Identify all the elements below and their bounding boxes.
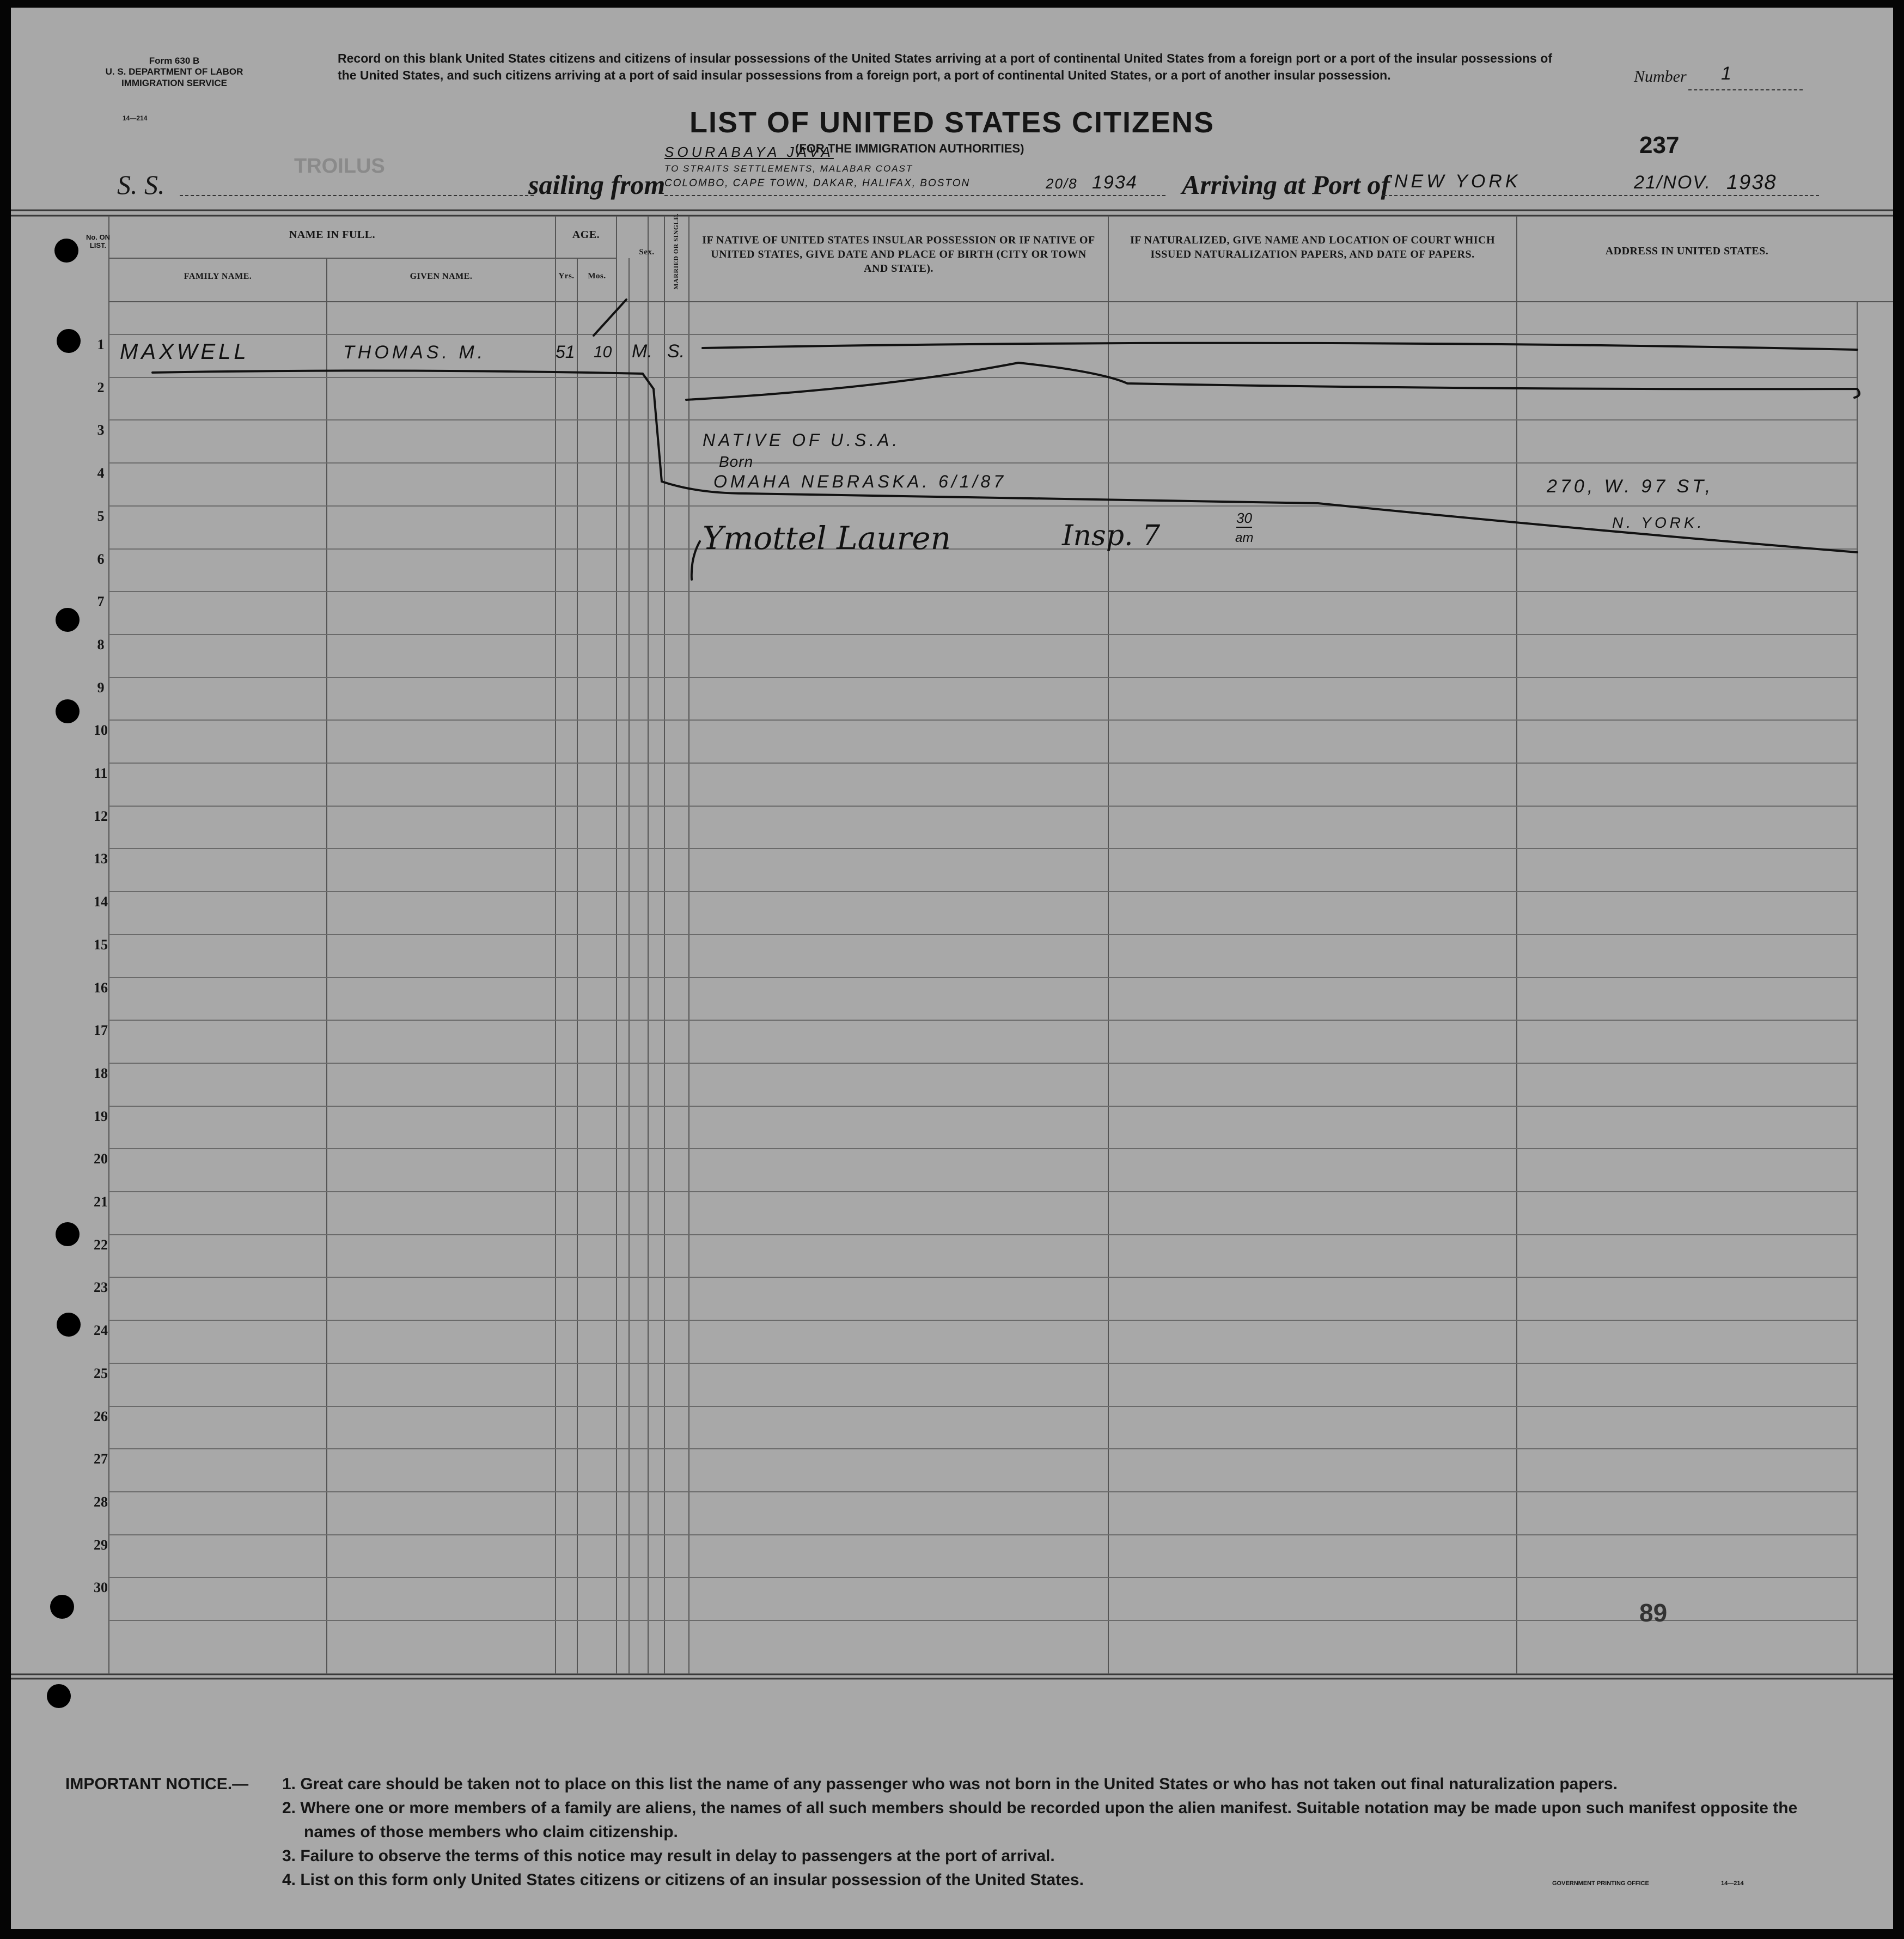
- punch-hole: [47, 1684, 71, 1708]
- col-age: AGE.: [572, 229, 600, 241]
- punch-hole: [56, 608, 80, 632]
- notice-items: [282, 1772, 1807, 1892]
- page-subtitle: (FOR THE IMMIGRATION AUTHORITIES): [795, 142, 1024, 155]
- row-number: 29: [94, 1536, 108, 1553]
- row-number: 9: [97, 679, 105, 696]
- sailing-from-label: sailing from: [528, 169, 666, 200]
- row-number: 3: [97, 422, 105, 438]
- sailing-year: 1934: [1092, 172, 1138, 193]
- pen-strokes: [11, 8, 1893, 1929]
- notice-heading: IMPORTANT NOTICE.—: [65, 1775, 249, 1793]
- punch-hole: [56, 699, 80, 723]
- arriving-label: Arriving at Port of: [1182, 169, 1390, 200]
- form-number: Form 630 B: [149, 56, 200, 66]
- sailing-date: 20/8: [1046, 175, 1078, 192]
- arrival-port: NEW YORK: [1394, 171, 1521, 192]
- col-naturalized-info: IF NATURALIZED, GIVE NAME AND LOCATION OF COURT WHICH ISSUED NATURALIZATION PAPERS, AND DATE OF PAPERS.: [1130, 234, 1496, 260]
- row-number: 27: [94, 1451, 108, 1467]
- col-address: ADDRESS IN UNITED STATES.: [1605, 245, 1769, 257]
- corner-code: 14—214: [123, 114, 148, 122]
- entry-given-name: THOMAS. M.: [343, 342, 486, 363]
- row-number: 30: [94, 1580, 108, 1596]
- printer-code: 14—214: [1721, 1880, 1744, 1887]
- col-no-on-list: No. ON LIST.: [86, 233, 111, 249]
- punch-hole: [50, 1595, 74, 1619]
- instructions-text: Record on this blank United States citizens and citizens of insular possessions of the United States arriving at a port of continental United States from a foreign port or a port of the insular possessions of the United States, and such citizens arriving at a port of said insular possessions from a foreign port, a port of continental United States, or a port of another insular possession.: [338, 51, 1552, 82]
- col-age-mos: Mos.: [588, 272, 606, 281]
- row-number: 24: [94, 1322, 108, 1339]
- row-number: 7: [97, 594, 105, 610]
- row-number: 18: [94, 1065, 108, 1081]
- number-label: Number: [1634, 68, 1687, 86]
- punch-hole: [56, 1222, 80, 1246]
- punch-hole: [57, 329, 81, 353]
- notice-item: 4. List on this form only United States citizens or citizens of an insular possession of the United States.: [282, 1871, 1084, 1889]
- inspector-signature: Ymottel Lauren: [703, 520, 951, 557]
- col-native-info: IF NATIVE OF UNITED STATES INSULAR POSSESSION OR IF NATIVE OF UNITED STATES, GIVE DATE AND PLACE OF BIRTH (CITY OR TOWN AND STATE).: [702, 234, 1095, 275]
- port-line-1: SOURABAYA JAVA: [664, 144, 834, 160]
- department-name: U. S. DEPARTMENT OF LABOR: [105, 66, 243, 77]
- punch-hole: [54, 239, 78, 263]
- entry-age-mos: 10: [594, 343, 612, 361]
- col-family-name: FAMILY NAME.: [184, 272, 252, 281]
- entry-sex: M.: [632, 341, 652, 362]
- entry-marital: S.: [667, 341, 685, 362]
- page-stamp: 237: [1639, 132, 1680, 158]
- punch-hole: [57, 1313, 81, 1337]
- row-number: 5: [97, 508, 105, 524]
- inspection-time-bottom: am: [1235, 531, 1254, 545]
- entry-native-line-1: NATIVE OF U.S.A.: [703, 430, 901, 450]
- page-footer-number: 89: [1639, 1599, 1668, 1627]
- row-number: 22: [94, 1236, 108, 1253]
- page-title: LIST OF UNITED STATES CITIZENS: [689, 106, 1215, 139]
- row-number: 15: [94, 936, 108, 953]
- col-age-yrs: Yrs.: [558, 272, 575, 281]
- port-line-2: TO STRAITS SETTLEMENTS, MALABAR COAST: [664, 163, 913, 174]
- row-number: 8: [97, 636, 105, 653]
- col-given-name: GIVEN NAME.: [410, 272, 473, 281]
- inspection-note: Insp. 7: [1062, 520, 1161, 552]
- row-number: 4: [97, 465, 105, 481]
- row-number: 26: [94, 1408, 108, 1424]
- ss-label: S. S.: [117, 169, 165, 200]
- entry-age-yrs: 51: [556, 342, 575, 362]
- entry-native-born: Born: [719, 453, 754, 470]
- manifest-sheet: [11, 8, 1893, 1929]
- row-number: 10: [94, 722, 108, 739]
- inspection-time-top: 30: [1236, 510, 1252, 528]
- entry-address-line-1: 270, W. 97 ST,: [1547, 476, 1714, 497]
- notice-item: 1. Great care should be taken not to place on this list the name of any passenger who was not born in the United States or who has not taken out final naturalization papers.: [282, 1775, 1618, 1793]
- row-number: 25: [94, 1365, 108, 1381]
- service-name: IMMIGRATION SERVICE: [121, 77, 227, 88]
- row-number: 17: [94, 1022, 108, 1039]
- row-number: 23: [94, 1279, 108, 1296]
- entry-native-line-2: OMAHA NEBRASKA. 6/1/87: [713, 472, 1007, 491]
- row-number: 19: [94, 1108, 108, 1124]
- ship-name: TROILUS: [294, 155, 385, 178]
- row-number: 20: [94, 1151, 108, 1167]
- row-number: 1: [97, 337, 105, 352]
- row-number: 14: [94, 894, 108, 910]
- col-sex: Sex.: [639, 248, 655, 257]
- port-line-3: COLOMBO, CAPE TOWN, DAKAR, HALIFAX, BOSTON: [664, 178, 971, 189]
- notice-item: 3. Failure to observe the terms of this notice may result in delay to passengers at the port of arrival.: [282, 1847, 1055, 1865]
- notice-item: 2. Where one or more members of a family are aliens, the names of all such members should be recorded upon the alien manifest. Suitable notation may be made upon such manifest opposite the names of those members who claim citizenship.: [282, 1799, 1798, 1841]
- entry-family-name: MAXWELL: [120, 340, 249, 364]
- arrival-date: 21/NOV.: [1634, 172, 1711, 193]
- arrival-year: 1938: [1726, 171, 1777, 194]
- number-value: 1: [1721, 63, 1735, 84]
- row-number: 12: [94, 808, 108, 824]
- col-married-single: MARRIED OR SINGLE.: [672, 213, 680, 290]
- row-number: 6: [97, 551, 105, 567]
- entry-address-line-2: N. YORK.: [1612, 514, 1705, 531]
- printer-name: GOVERNMENT PRINTING OFFICE: [1552, 1880, 1649, 1887]
- row-number: 13: [94, 851, 108, 867]
- row-number: 16: [94, 979, 108, 996]
- col-name-in-full: NAME IN FULL.: [289, 229, 376, 241]
- row-number: 2: [97, 379, 105, 395]
- row-number: 28: [94, 1493, 108, 1510]
- row-number: 11: [94, 765, 108, 781]
- row-number: 21: [94, 1194, 108, 1210]
